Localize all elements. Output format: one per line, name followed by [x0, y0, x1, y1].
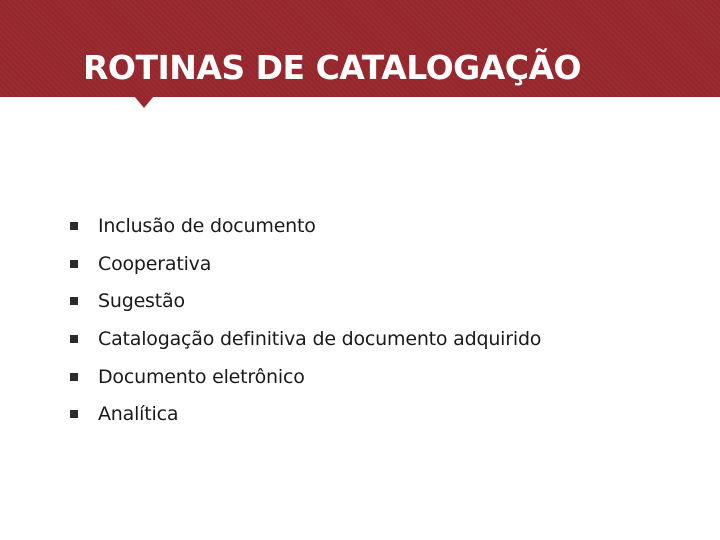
- list-item-text: Analítica: [98, 403, 179, 426]
- title-banner-notch: [134, 96, 154, 108]
- list-item-text: Cooperativa: [98, 252, 212, 275]
- square-bullet-icon: [70, 410, 78, 418]
- list-item-text: Catalogação definitiva de documento adquirido: [98, 327, 542, 350]
- slide-title: ROTINAS DE CATALOGAÇÃO: [83, 48, 582, 87]
- square-bullet-icon: [70, 222, 78, 230]
- square-bullet-icon: [70, 260, 78, 268]
- list-item: [70, 320, 541, 358]
- list-item: [70, 358, 541, 396]
- list-item-text: Documento eletrônico: [98, 365, 305, 388]
- list-item: [70, 282, 541, 320]
- square-bullet-icon: [70, 373, 78, 381]
- list-item: [70, 395, 541, 433]
- square-bullet-icon: [70, 297, 78, 305]
- bullet-list: [70, 207, 541, 433]
- list-item-text: Inclusão de documento: [98, 214, 316, 237]
- list-item-text: Sugestão: [98, 290, 185, 313]
- square-bullet-icon: [70, 335, 78, 343]
- list-item: [70, 207, 541, 245]
- list-item: [70, 245, 541, 283]
